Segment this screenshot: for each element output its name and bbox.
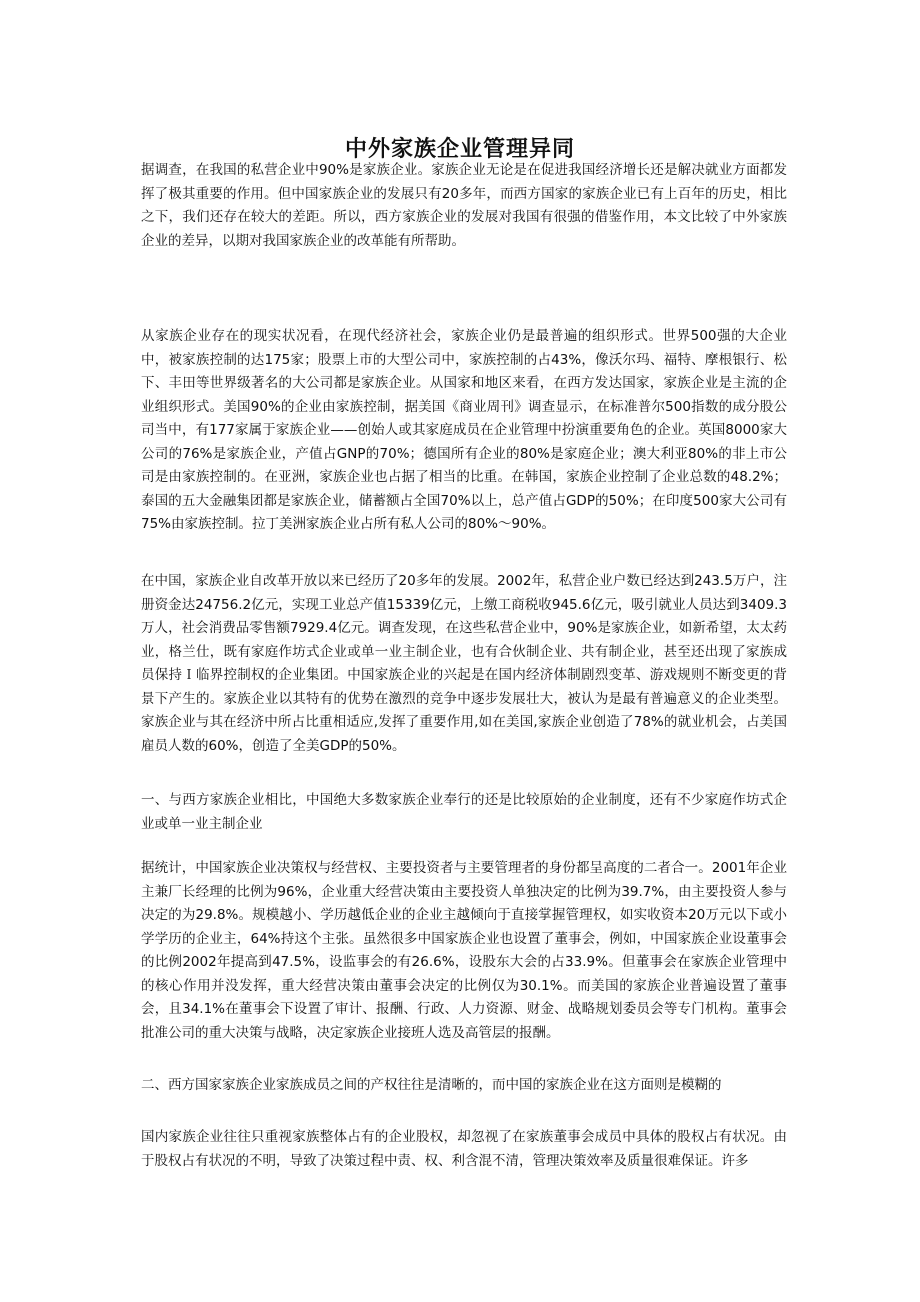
intro-paragraph: 据调查，在我国的私营企业中90%是家族企业。家族企业无论是在促进我国经济增长还是解决就业方面都发挥了极其重要的作用。但中国家族企业的发展只有20多年，而西方国家的家族企业已有上百年的历史，相比之下，我们还存在较大的差距。所以，西方家族企业的发展对我国有很强的借鉴作用，本文比较了中外家族企业的差异，以期对我国家族企业的改革能有所帮助。 <box>141 162 787 249</box>
section-heading-one: 一、与西方家族企业相比，中国绝大多数家族企业奉行的还是比较原始的企业制度，还有不少家庭作坊式企业或单一业主制企业 <box>141 792 787 832</box>
paragraph-china-status: 在中国，家族企业自改革开放以来已经历了20多年的发展。2002年，私营企业户数已经达到243.5万户，注册资金达24756.2亿元，实现工业总产值15339亿元，上缴工商税收945.6亿元，吸引就业人员达到3409.3万人，社会消费品零售额7929.4亿元。调查发现，在这些私营企业中，90%是家族企业，如新希望，太太药业，格兰仕，既有家庭作坊式企业或单一业主制企业，也有合伙制企业、共有制企业，甚至还出现了家族成员保持Ｉ临界控制权的企业集团。中国家族企业的兴起是在国内经济体制剧烈变革、游戏规则不断变更的背景下产生的。家族企业以其特有的优势在激烈的竞争中逐步发展壮大，被认为是最有普遍意义的企业类型。家族企业与其在经济中所占比重相适应,发挥了重要作用,如在美国,家族企业创造了78%的就业机会，占美国雇员人数的60%，创造了全美GDP的50%。 <box>141 573 787 754</box>
paragraph-ownership: 国内家族企业往往只重视家族整体占有的企业股权，却忽视了在家族董事会成员中具体的股权占有状况。由于股权占有状况的不明，导致了决策过程中责、权、利含混不清，管理决策效率及质量很难保证。许多 <box>141 1129 787 1169</box>
section-heading-two: 二、西方国家家族企业家族成员之间的产权往往是清晰的，而中国的家族企业在这方面则是模糊的 <box>141 1077 722 1093</box>
paragraph-governance: 据统计，中国家族企业决策权与经营权、主要投资者与主要管理者的身份都呈高度的二者合一。2001年企业主兼厂长经理的比例为96%，企业重大经营决策由主要投资人单独决定的比例为39.7%，由主要投资人参与决定的为29.8%。规模越小、学历越低企业的企业主越倾向于直接掌握管理权，如实收资本20万元以下或小学学历的企业主，64%持这个主张。虽然很多中国家族企业也设置了董事会，例如，中国家族企业设董事会的比例2002年提高到47.5%，设监事会的有26.6%，设股东大会的占33.9%。但董事会在家族企业管理中的核心作用并没发挥，重大经营决策由董事会决定的比例仅为30.1%。而美国的家族企业普遍设置了董事会，且34.1%在董事会下设置了审计、报酬、行政、人力资源、财金、战略规划委员会等专门机构。董事会批准公司的重大决策与战略，决定家族企业接班人选及高管层的报酬。 <box>141 860 787 1041</box>
document-title: 中外家族企业管理异同 <box>344 135 575 162</box>
paragraph-global-status: 从家族企业存在的现实状况看，在现代经济社会，家族企业仍是最普遍的组织形式。世界500强的大企业中，被家族控制的达175家；股票上市的大型公司中，家族控制的占43%，像沃尔玛、福特、摩根银行、松下、丰田等世界级著名的大公司都是家族企业。从国家和地区来看，在西方发达国家，家族企业是主流的企业组织形式。美国90%的企业由家族控制，据美国《商业周刊》调查显示，在标准普尔500指数的成分股公司当中，有177家属于家族企业——创始人或其家庭成员在企业管理中扮演重要角色的企业。英国8000家大公司的76%是家族企业，产值占GNP的70%；德国所有企业的80%是家庭企业；澳大利亚80%的非上市公司是由家族控制的。在亚洲，家族企业也占据了相当的比重。在韩国，家族企业控制了企业总数的48.2%；泰国的五大金融集团都是家族企业，储蓄额占全国70%以上，总产值占GDP的50%；在印度500家大公司有75%由家族控制。拉丁美洲家族企业占所有私人公司的80%～90%。 <box>141 328 787 532</box>
